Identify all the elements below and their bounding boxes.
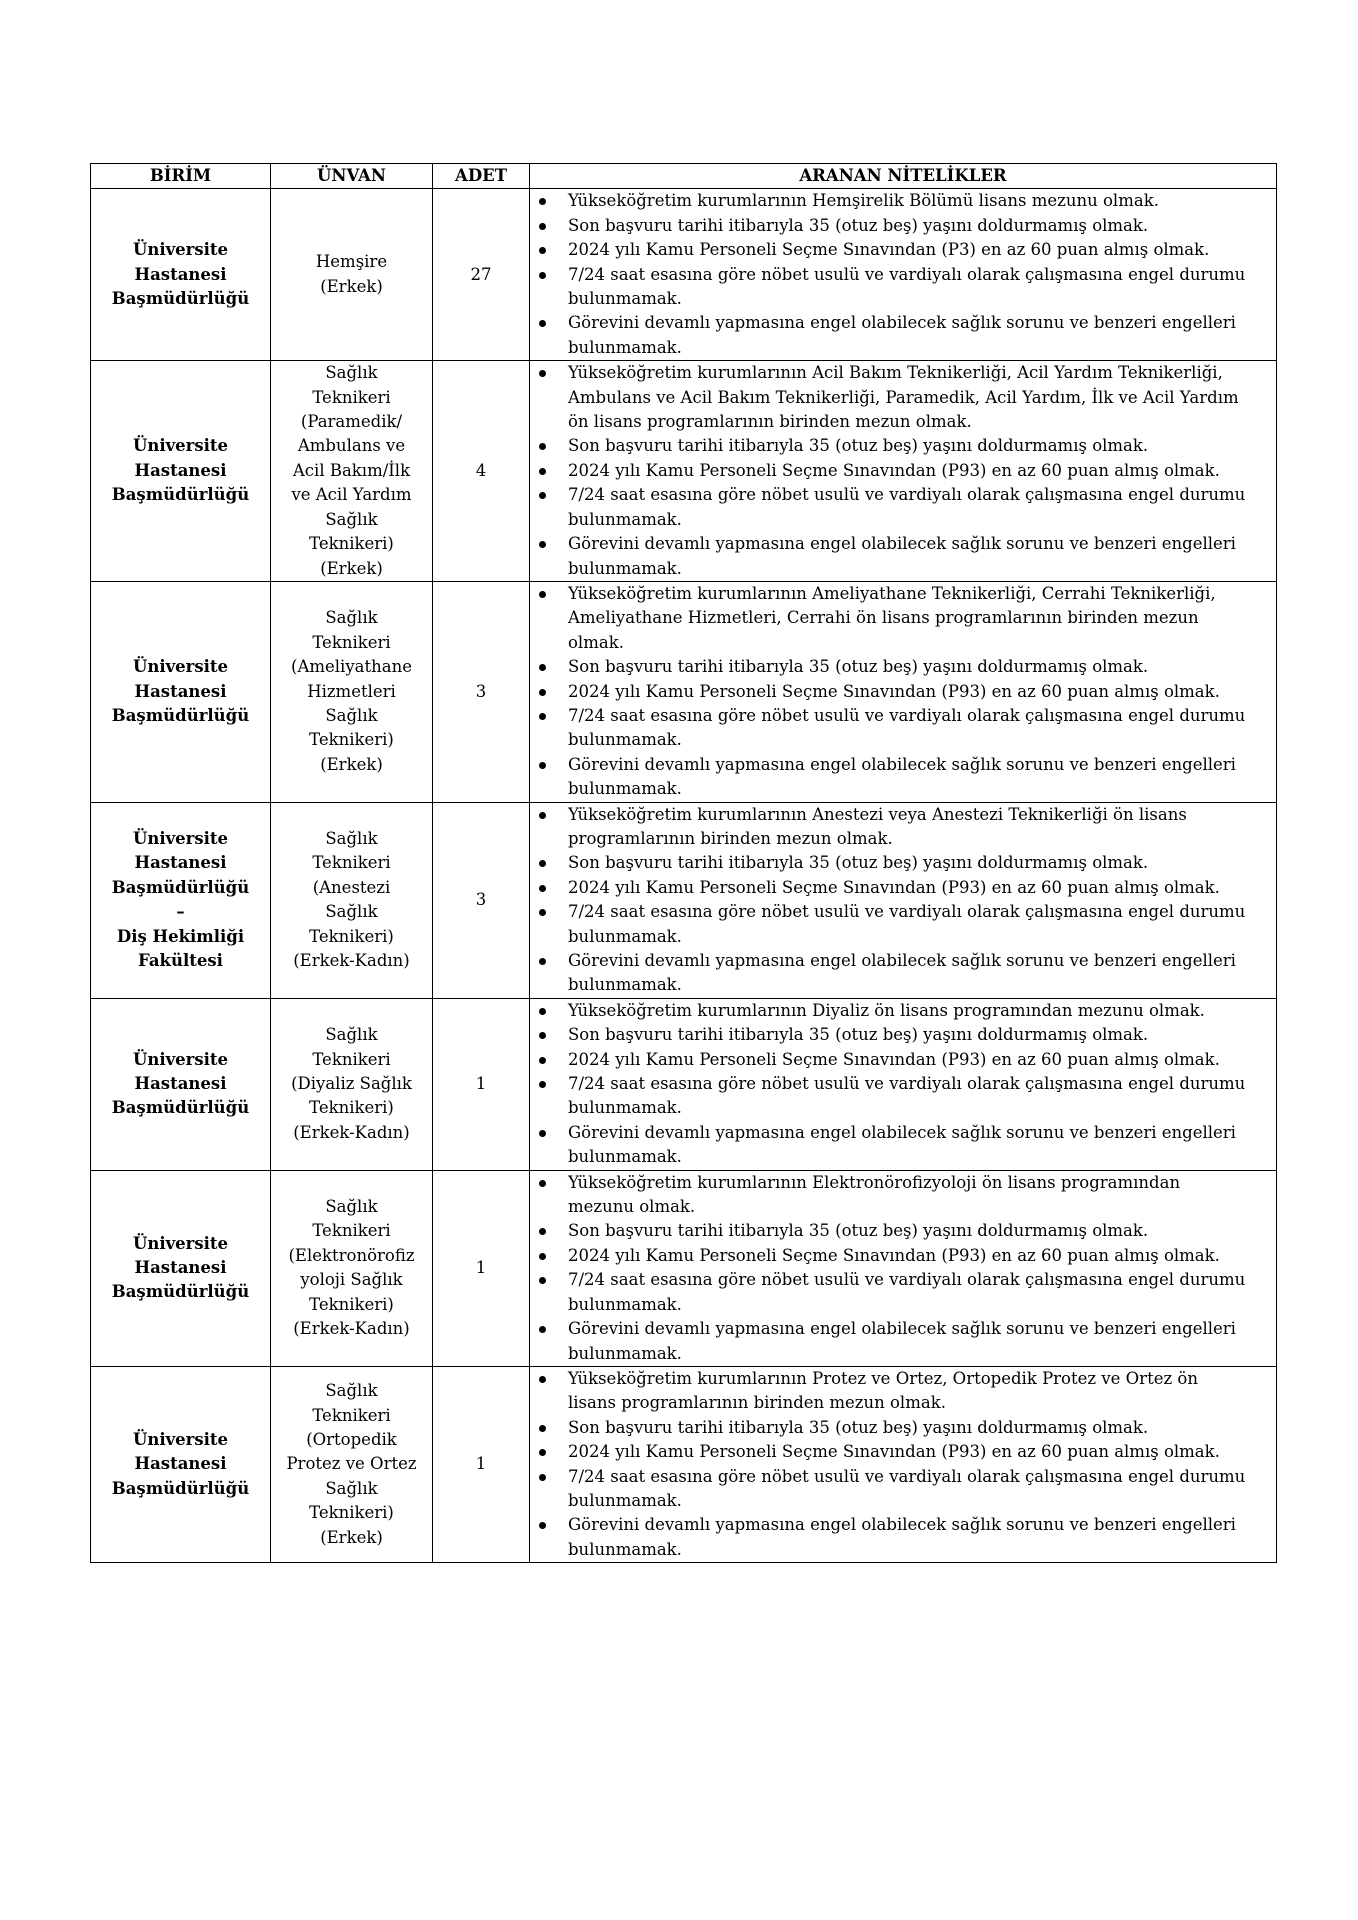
- requirement-line: Yükseköğretim kurumlarının Protez ve Ortez, Ortopedik Protez ve Ortez ön: [568, 1368, 1198, 1388]
- requirement-line: bulunmamak.: [568, 1343, 682, 1363]
- table-body: [91, 189, 1277, 1563]
- unvan-line: Teknikeri: [312, 853, 391, 873]
- bullet-icon: [539, 664, 546, 671]
- adet-cell: 3: [433, 802, 530, 998]
- requirement-item: [534, 189, 1272, 213]
- unvan-line: (Paramedik/: [300, 412, 403, 432]
- requirement-line: Yükseköğretim kurumlarının Ameliyathane Teknikerliği, Cerrahi Teknikerliği,: [568, 583, 1216, 603]
- nitelikler-cell: [530, 1366, 1277, 1562]
- requirement-line: 7/24 saat esasına göre nöbet usulü ve vardiyalı olarak çalışmasına engel durumu: [568, 705, 1246, 725]
- birim-cell: [91, 802, 271, 998]
- birim-line: Başmüdürlüğü: [111, 289, 250, 309]
- birim-line: Üniversite: [132, 1429, 229, 1449]
- unvan-line: Teknikeri): [309, 1294, 394, 1314]
- bullet-icon: [539, 1008, 546, 1015]
- bullet-icon: [539, 591, 546, 598]
- bullet-icon: [539, 198, 546, 205]
- requirement-item: [534, 459, 1272, 483]
- bullet-icon: [539, 909, 546, 916]
- requirement-line: bulunmamak.: [568, 1147, 682, 1167]
- birim-line: Üniversite: [132, 1049, 229, 1069]
- requirement-item: [534, 655, 1272, 679]
- header-birim: BİRİM: [91, 164, 271, 189]
- requirement-item: [534, 434, 1272, 458]
- unvan-line: Sağlık: [325, 828, 378, 848]
- unvan-line: (Erkek-Kadın): [293, 1319, 410, 1339]
- bullet-icon: [539, 1180, 546, 1187]
- unvan-line: Teknikeri: [312, 1049, 391, 1069]
- requirement-line: Görevini devamlı yapmasına engel olabilecek sağlık sorunu ve benzeri engelleri: [568, 1122, 1236, 1142]
- table-row: [91, 189, 1277, 361]
- unvan-cell: [271, 581, 433, 802]
- birim-cell: [91, 189, 271, 361]
- requirement-line: 2024 yılı Kamu Personeli Seçme Sınavından (P93) en az 60 puan almış olmak.: [568, 1442, 1220, 1462]
- unvan-line: Sağlık: [325, 1381, 378, 1401]
- nitelikler-cell: [530, 361, 1277, 582]
- bullet-icon: [539, 1449, 546, 1456]
- bullet-icon: [539, 1228, 546, 1235]
- requirement-item: [534, 263, 1272, 312]
- unvan-cell: [271, 189, 433, 361]
- bullet-icon: [539, 468, 546, 475]
- requirement-line: Son başvuru tarihi itibarıyla 35 (otuz beş) yaşını doldurmamış olmak.: [568, 1417, 1149, 1437]
- birim-cell: [91, 581, 271, 802]
- birim-cell: [91, 998, 271, 1170]
- requirement-line: 7/24 saat esasına göre nöbet usulü ve vardiyalı olarak çalışmasına engel durumu: [568, 902, 1246, 922]
- unvan-cell: [271, 802, 433, 998]
- requirement-line: Görevini devamlı yapmasına engel olabilecek sağlık sorunu ve benzeri engelleri: [568, 1319, 1236, 1339]
- requirement-item: [534, 1219, 1272, 1243]
- requirement-item: [534, 582, 1272, 655]
- unvan-line: Hemşire: [315, 252, 388, 272]
- requirement-line: mezunu olmak.: [568, 1197, 696, 1217]
- requirement-item: [534, 483, 1272, 532]
- unvan-line: Ambulans ve: [297, 436, 406, 456]
- requirement-item: [534, 949, 1272, 998]
- adet-cell: 3: [433, 581, 530, 802]
- unvan-line: Teknikeri): [309, 730, 394, 750]
- birim-line: Üniversite: [132, 828, 229, 848]
- birim-line: Üniversite: [132, 1233, 229, 1253]
- nitelikler-cell: [530, 189, 1277, 361]
- requirement-line: Son başvuru tarihi itibarıyla 35 (otuz beş) yaşını doldurmamış olmak.: [568, 1025, 1149, 1045]
- unvan-line: (Elektronörofiz: [288, 1245, 415, 1265]
- requirement-line: Görevini devamlı yapmasına engel olabilecek sağlık sorunu ve benzeri engelleri: [568, 951, 1236, 970]
- requirement-line: 7/24 saat esasına göre nöbet usulü ve vardiyalı olarak çalışmasına engel durumu: [568, 485, 1246, 505]
- adet-cell: 27: [433, 189, 530, 361]
- birim-line: Hastanesi: [134, 681, 227, 701]
- birim-line: Başmüdürlüğü: [111, 1282, 250, 1302]
- unvan-line: Sağlık: [325, 1197, 378, 1217]
- table-row: [91, 802, 1277, 998]
- requirement-item: [534, 311, 1272, 360]
- requirement-line: 2024 yılı Kamu Personeli Seçme Sınavından (P93) en az 60 puan almış olmak.: [568, 460, 1220, 480]
- bullet-icon: [539, 1474, 546, 1481]
- requirement-line: 2024 yılı Kamu Personeli Seçme Sınavından (P93) en az 60 puan almış olmak.: [568, 1049, 1220, 1069]
- unvan-line: Acil Bakım/İlk: [292, 460, 411, 480]
- bullet-icon: [539, 1081, 546, 1088]
- nitelikler-cell: [530, 802, 1277, 998]
- bullet-icon: [539, 689, 546, 696]
- requirement-item: [534, 876, 1272, 900]
- requirement-line: 2024 yılı Kamu Personeli Seçme Sınavından (P3) en az 60 puan almış olmak.: [568, 240, 1210, 260]
- birim-line: Hastanesi: [134, 1074, 227, 1094]
- bullet-icon: [539, 885, 546, 892]
- requirement-line: 2024 yılı Kamu Personeli Seçme Sınavından (P93) en az 60 puan almış olmak.: [568, 681, 1220, 701]
- requirement-line: Son başvuru tarihi itibarıyla 35 (otuz beş) yaşını doldurmamış olmak.: [568, 436, 1149, 456]
- unvan-line: Sağlık: [325, 608, 378, 628]
- unvan-line: (Erkek): [320, 754, 383, 774]
- birim-line: Başmüdürlüğü: [111, 705, 250, 725]
- bullet-icon: [539, 1057, 546, 1064]
- requirement-line: bulunmamak.: [568, 926, 682, 946]
- bullet-icon: [539, 370, 546, 377]
- nitelikler-cell: [530, 1170, 1277, 1366]
- requirement-item: [534, 680, 1272, 704]
- requirements-list: [534, 189, 1272, 360]
- requirement-line: Görevini devamlı yapmasına engel olabilecek sağlık sorunu ve benzeri engelleri: [568, 754, 1236, 774]
- bullet-icon: [539, 1376, 546, 1383]
- unvan-line: Sağlık: [325, 363, 378, 383]
- bullet-icon: [539, 541, 546, 548]
- requirement-line: bulunmamak.: [568, 779, 682, 799]
- requirement-line: Yükseköğretim kurumlarının Diyaliz ön lisans programından mezunu olmak.: [568, 1000, 1205, 1020]
- requirement-line: Son başvuru tarihi itibarıyla 35 (otuz beş) yaşını doldurmamış olmak.: [568, 657, 1149, 677]
- unvan-line: (Anestezi: [312, 877, 391, 897]
- birim-line: Hastanesi: [134, 460, 227, 480]
- requirement-line: Yükseköğretim kurumlarının Hemşirelik Bölümü lisans mezunu olmak.: [568, 191, 1159, 211]
- birim-cell: [91, 361, 271, 582]
- birim-line: Başmüdürlüğü: [111, 877, 250, 897]
- birim-line: Üniversite: [132, 657, 229, 677]
- requirement-line: Son başvuru tarihi itibarıyla 35 (otuz beş) yaşını doldurmamış olmak.: [568, 1221, 1149, 1241]
- birim-line: Hastanesi: [134, 264, 227, 284]
- requirement-line: Yükseköğretim kurumlarının Anestezi veya Anestezi Teknikerliği ön lisans: [568, 804, 1187, 824]
- requirements-list: [534, 1171, 1272, 1366]
- requirement-line: Ambulans ve Acil Bakım Teknikerliği, Paramedik, Acil Yardım, İlk ve Acil Yardım: [568, 387, 1239, 407]
- requirement-line: bulunmamak.: [568, 1098, 682, 1118]
- adet-cell: 4: [433, 361, 530, 582]
- table-row: [91, 998, 1277, 1170]
- requirement-line: 7/24 saat esasına göre nöbet usulü ve vardiyalı olarak çalışmasına engel durumu: [568, 264, 1246, 284]
- requirement-item: [534, 1465, 1272, 1514]
- bullet-icon: [539, 247, 546, 254]
- unvan-line: Sağlık: [325, 1478, 378, 1498]
- bullet-icon: [539, 1130, 546, 1137]
- unvan-line: (Erkek-Kadın): [293, 1122, 410, 1142]
- birim-line: –: [176, 902, 185, 922]
- birim-line: Başmüdürlüğü: [111, 1478, 250, 1498]
- requirement-line: Yükseköğretim kurumlarının Elektronörofizyoloji ön lisans programından: [568, 1172, 1181, 1192]
- requirement-item: [534, 1268, 1272, 1317]
- unvan-line: Teknikeri: [312, 387, 391, 407]
- requirement-item: [534, 1171, 1272, 1220]
- unvan-line: Teknikeri: [312, 1405, 391, 1425]
- requirement-item: [534, 1072, 1272, 1121]
- birim-line: Başmüdürlüğü: [111, 1098, 250, 1118]
- bullet-icon: [539, 812, 546, 819]
- requirement-line: Görevini devamlı yapmasına engel olabilecek sağlık sorunu ve benzeri engelleri: [568, 534, 1236, 554]
- unvan-line: yoloji Sağlık: [300, 1270, 403, 1290]
- requirement-item: [534, 1048, 1272, 1072]
- requirement-line: Görevini devamlı yapmasına engel olabilecek sağlık sorunu ve benzeri engelleri: [568, 1515, 1236, 1535]
- unvan-line: Teknikeri): [309, 1503, 394, 1523]
- requirement-line: bulunmamak.: [568, 509, 682, 529]
- unvan-line: ve Acil Yardım: [291, 485, 412, 505]
- nitelikler-cell: [530, 998, 1277, 1170]
- requirement-line: bulunmamak.: [568, 337, 682, 357]
- unvan-line: (Erkek): [320, 1527, 383, 1547]
- requirement-item: [534, 238, 1272, 262]
- table-header-row: [91, 164, 1277, 189]
- bullet-icon: [539, 1326, 546, 1333]
- unvan-line: (Erkek): [320, 276, 383, 296]
- requirement-line: bulunmamak.: [568, 289, 682, 309]
- unvan-line: Teknikeri): [309, 1098, 394, 1118]
- requirement-line: 2024 yılı Kamu Personeli Seçme Sınavından (P93) en az 60 puan almış olmak.: [568, 877, 1220, 897]
- requirement-line: 2024 yılı Kamu Personeli Seçme Sınavından (P93) en az 60 puan almış olmak.: [568, 1245, 1220, 1265]
- unvan-cell: [271, 361, 433, 582]
- requirement-item: [534, 753, 1272, 802]
- birim-line: Hastanesi: [134, 1454, 227, 1474]
- requirement-line: Son başvuru tarihi itibarıyla 35 (otuz beş) yaşını doldurmamış olmak.: [568, 215, 1149, 235]
- requirement-item: [534, 851, 1272, 875]
- bullet-icon: [539, 443, 546, 450]
- requirements-list: [534, 361, 1272, 581]
- requirement-line: 7/24 saat esasına göre nöbet usulü ve vardiyalı olarak çalışmasına engel durumu: [568, 1270, 1246, 1290]
- unvan-line: (Diyaliz Sağlık: [291, 1074, 412, 1094]
- requirements-list: [534, 999, 1272, 1170]
- requirement-item: [534, 1121, 1272, 1170]
- unvan-cell: [271, 1170, 433, 1366]
- requirement-line: ön lisans programlarının birinden mezun olmak.: [568, 412, 972, 432]
- table-row: [91, 1170, 1277, 1366]
- birim-line: Üniversite: [132, 436, 229, 456]
- requirement-line: programlarının birinden mezun olmak.: [568, 828, 893, 848]
- unvan-cell: [271, 998, 433, 1170]
- birim-line: Hastanesi: [134, 853, 227, 873]
- birim-cell: [91, 1170, 271, 1366]
- bullet-icon: [539, 958, 546, 965]
- requirement-line: Görevini devamlı yapmasına engel olabilecek sağlık sorunu ve benzeri engelleri: [568, 313, 1236, 333]
- adet-cell: 1: [433, 1366, 530, 1562]
- requirement-item: [534, 900, 1272, 949]
- unvan-line: Protez ve Ortez: [286, 1454, 417, 1474]
- requirement-line: bulunmamak.: [568, 730, 682, 750]
- bullet-icon: [539, 1522, 546, 1529]
- requirement-line: bulunmamak.: [568, 1539, 682, 1559]
- header-aranan-nitelikler: ARANAN NİTELİKLER: [530, 164, 1277, 189]
- requirement-line: bulunmamak.: [568, 558, 682, 578]
- requirement-item: [534, 704, 1272, 753]
- table-row: [91, 581, 1277, 802]
- requirement-item: [534, 214, 1272, 238]
- unvan-line: Sağlık: [325, 509, 378, 529]
- requirement-line: Son başvuru tarihi itibarıyla 35 (otuz beş) yaşını doldurmamış olmak.: [568, 853, 1149, 873]
- requirements-list: [534, 1367, 1272, 1562]
- bullet-icon: [539, 1253, 546, 1260]
- requirements-list: [534, 582, 1272, 802]
- requirement-line: olmak.: [568, 632, 624, 652]
- birim-line: Hastanesi: [134, 1258, 227, 1278]
- requirement-line: Yükseköğretim kurumlarının Acil Bakım Teknikerliği, Acil Yardım Teknikerliği,: [568, 363, 1223, 383]
- bullet-icon: [539, 223, 546, 230]
- requirement-item: [534, 1244, 1272, 1268]
- unvan-line: Sağlık: [325, 705, 378, 725]
- requirements-list: [534, 803, 1272, 998]
- unvan-line: Sağlık: [325, 902, 378, 922]
- header-unvan: ÜNVAN: [271, 164, 433, 189]
- positions-table: [90, 163, 1277, 1563]
- requirement-line: 7/24 saat esasına göre nöbet usulü ve vardiyalı olarak çalışmasına engel durumu: [568, 1466, 1246, 1486]
- unvan-line: Teknikeri: [312, 632, 391, 652]
- birim-line: Fakültesi: [138, 951, 223, 970]
- unvan-line: (Ortopedik: [306, 1429, 397, 1449]
- requirement-item: [534, 1317, 1272, 1366]
- unvan-line: Hizmetleri: [307, 681, 396, 701]
- bullet-icon: [539, 1032, 546, 1039]
- requirement-item: [534, 1416, 1272, 1440]
- requirement-line: Ameliyathane Hizmetleri, Cerrahi ön lisans programlarının birinden mezun: [568, 608, 1199, 628]
- requirement-item: [534, 803, 1272, 852]
- bullet-icon: [539, 1277, 546, 1284]
- adet-cell: 1: [433, 998, 530, 1170]
- birim-line: Diş Hekimliği: [116, 926, 245, 946]
- requirement-item: [534, 1440, 1272, 1464]
- requirement-item: [534, 999, 1272, 1023]
- requirement-line: bulunmamak.: [568, 1490, 682, 1510]
- unvan-line: Teknikeri: [312, 1221, 391, 1241]
- bullet-icon: [539, 762, 546, 769]
- requirement-item: [534, 361, 1272, 434]
- bullet-icon: [539, 1425, 546, 1432]
- requirement-line: lisans programlarının birinden mezun olmak.: [568, 1393, 946, 1413]
- birim-cell: [91, 1366, 271, 1562]
- bullet-icon: [539, 713, 546, 720]
- bullet-icon: [539, 492, 546, 499]
- requirement-line: bulunmamak.: [568, 1294, 682, 1314]
- adet-cell: 1: [433, 1170, 530, 1366]
- requirement-line: 7/24 saat esasına göre nöbet usulü ve vardiyalı olarak çalışmasına engel durumu: [568, 1074, 1246, 1094]
- bullet-icon: [539, 860, 546, 867]
- nitelikler-cell: [530, 581, 1277, 802]
- unvan-line: Teknikeri): [309, 926, 394, 946]
- birim-line: Başmüdürlüğü: [111, 485, 250, 505]
- table-row: [91, 361, 1277, 582]
- requirement-item: [534, 532, 1272, 581]
- birim-line: Üniversite: [132, 240, 229, 260]
- table-row: [91, 1366, 1277, 1562]
- unvan-cell: [271, 1366, 433, 1562]
- requirement-line: bulunmamak.: [568, 975, 682, 995]
- header-adet: ADET: [433, 164, 530, 189]
- unvan-line: (Erkek): [320, 558, 383, 578]
- requirement-item: [534, 1023, 1272, 1047]
- bullet-icon: [539, 320, 546, 327]
- unvan-line: Sağlık: [325, 1025, 378, 1045]
- unvan-line: (Erkek-Kadın): [293, 951, 410, 970]
- unvan-line: (Ameliyathane: [291, 657, 412, 677]
- unvan-line: Teknikeri): [309, 534, 394, 554]
- bullet-icon: [539, 272, 546, 279]
- requirement-item: [534, 1513, 1272, 1562]
- requirement-item: [534, 1367, 1272, 1416]
